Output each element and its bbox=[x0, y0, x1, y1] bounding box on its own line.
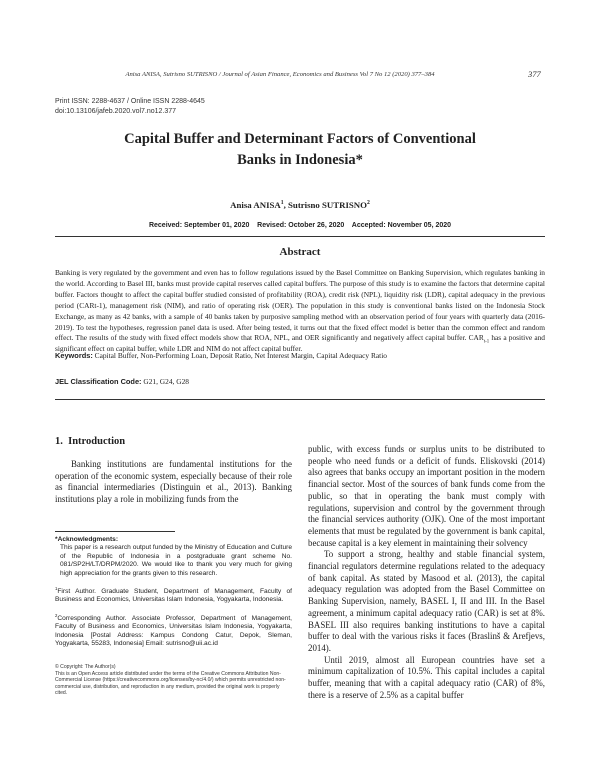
fn1-text: First Author. Graduate Student, Department of Management, Faculty of Business and Economics, Universitas Islam Indonesia, Yogyakarta, Indonesia. bbox=[55, 588, 292, 604]
keywords bbox=[55, 351, 545, 360]
ack-text: This paper is a research output funded by the Ministry of Education and Culture of the Republic of Indonesia in a postgraduate grant scheme No. 081/SP2H/LT/DRPM/2020. We would like to thank you very much for giving high appreciation for the grants given to this research. bbox=[60, 544, 292, 577]
license-block bbox=[55, 664, 292, 697]
car-subscript: t-1 bbox=[483, 339, 490, 345]
title-line-1: Capital Buffer and Determinant Factors of Conventional bbox=[124, 131, 476, 147]
right-column-text bbox=[308, 444, 545, 701]
abstract-tail: has a positive and significant effect on capital buffer, while LDR and NIM do not affect capital buffer. bbox=[55, 333, 545, 354]
author-2: Sutrisno SUTRISNO bbox=[288, 200, 367, 210]
issn-block bbox=[55, 97, 205, 117]
footnote-author-2 bbox=[55, 612, 292, 649]
ack-title: *Acknowledgments: bbox=[55, 536, 119, 543]
paper-title bbox=[60, 129, 540, 171]
authors bbox=[60, 200, 540, 210]
title-line-2: Banks in Indonesia* bbox=[237, 152, 363, 168]
copyright: © Copyright: The Author(s) bbox=[55, 664, 116, 670]
abstract-heading: Abstract bbox=[279, 246, 321, 258]
page-number: 377 bbox=[528, 69, 541, 79]
author-2-sup: 2 bbox=[366, 200, 370, 207]
author-1: Anisa ANISA bbox=[230, 200, 281, 210]
keywords-text: Capital Buffer, Non-Performing Loan, Deposit Ratio, Net Interest Margin, Capital Adequacy Ratio bbox=[92, 351, 387, 360]
footnote-acknowledgments bbox=[55, 536, 292, 578]
author-1-sup: 1 bbox=[280, 200, 284, 207]
intro-paragraph-4: Until 2019, almost all European countries have set a minimum capitalization of 10.5%. This capital includes a capital buffer, meaning that with a capital adequacy ratio (CAR) of 8%, there is a reserve of 2.5% as a capital buffer bbox=[308, 654, 545, 700]
abstract-text bbox=[55, 268, 545, 355]
section-heading-introduction: 1. Introduction bbox=[55, 436, 126, 447]
footnote-author-1 bbox=[55, 585, 292, 605]
history-dates: Received: September 01, 2020 Revised: October 26, 2020 Accepted: November 05, 2020 bbox=[148, 222, 452, 229]
running-head: Anisa ANISA, Sutrisno SUTRISNO / Journal of Asian Finance, Economics and Business Vol 7 No 12 (2020) 377–384 bbox=[125, 71, 435, 78]
author-separator: , bbox=[283, 200, 289, 210]
fn2-text: Corresponding Author. Associate Professor, Department of Management, Faculty of Business and Economics, Universitas Islam Indonesia, Yogyakarta, Indonesia [Postal Address: Kampus Condong Catur, Depok, Sleman, Yogyakarta, 55283, Indonesia] Email: sutrisno@uii.ac.id bbox=[55, 615, 292, 648]
doi[interactable]: doi:10.13106/jafeb.2020.vol7.no12.377 bbox=[55, 108, 177, 115]
footnote-divider bbox=[55, 531, 175, 532]
intro-paragraph-2: public, with excess funds or surplus units to be distributed to people who need funds or a deficit of funds. Eliskovski (2014) also agrees that banks occupy an important position in the modern financial sector. Most of the sources of bank funds come from the public, so that in operating the bank must comply with regulations, supervision and control by the government through the financial services authority (OJK). One of the most important elements that must be regulated by the government is bank capital, because capital is a key element in maintaining their solvency bbox=[308, 444, 545, 548]
license-text: This is an Open Access article distributed under the terms of the Creative Commons Attribution Non-Commercial License (https://creativecommons.org/licenses/by-nc/4.0/) which permits unrestricted non-commercial use, distribution, and reproduction in any medium, provided the original work is properly cited. bbox=[55, 670, 286, 696]
intro-paragraph-3: To support a strong, healthy and stable financial system, financial regulators determine regulations related to the adequacy of bank capital. As stated by Masood et al. (2013), the capital adequacy regulation was adopted from the Basel Committee on Banking Supervision, namely, BASEL I, II and III. In the Basel agreement, a minimum capital adequacy ratio (CAR) is set at 8%. BASEL III also requires banking institutions to have a capital buffer to deal with the various risks it faces (Braslinš & Arefjevs, 2014). bbox=[308, 549, 545, 653]
fn1-sup: 1 bbox=[55, 585, 58, 591]
fn2-sup: 2 bbox=[55, 612, 58, 618]
jel-codes bbox=[55, 377, 545, 386]
left-column-text bbox=[55, 459, 292, 506]
jel-label: JEL Classification Code: bbox=[55, 377, 142, 386]
divider-top bbox=[55, 236, 545, 237]
intro-paragraph-1: Banking institutions are fundamental institutions for the operation of the economic system, especially because of their role as financial intermediaries (Distinguin et al., 2013). Banking institutions play a role in mobilizing funds from the bbox=[55, 459, 292, 505]
abstract-body: Banking is very regulated by the government and even has to follow regulations issued by the Basel Committee on Banking Supervision, which regulates banking in the world. According to Basel III, banks must provide capital reserves called capital buffers. The purpose of this study is to examine the factors that determine capital buffer. Factors thought to affect the capital buffer studied consisted of profitability (ROA), credit risk (NPL), liquidity risk (LDR), capital adequacy in the previous period (CARt-1), management risk (NIM), and ratio of operating risk (OER). The population in this study is conventional banks listed on the Indonesia Stock Exchange, as many as 42 banks, with a sample of 40 banks taken by purposive sampling method with an observation period of four years with quarterly data (2016-2019). To test the hypotheses, regression panel data is used. After being tested, it turns out that the fixed effect model is better than the common effect and random effect. The results of the study with fixed effect models show that ROA, NPL, and OER significantly and negatively affect capital buffer. CAR bbox=[55, 268, 545, 343]
keywords-label: Keywords: bbox=[55, 351, 93, 360]
jel-text: G21, G24, G28 bbox=[141, 377, 189, 386]
divider-bottom bbox=[55, 399, 545, 400]
issn: Print ISSN: 2288-4637 / Online ISSN 2288-4645 bbox=[55, 98, 205, 105]
